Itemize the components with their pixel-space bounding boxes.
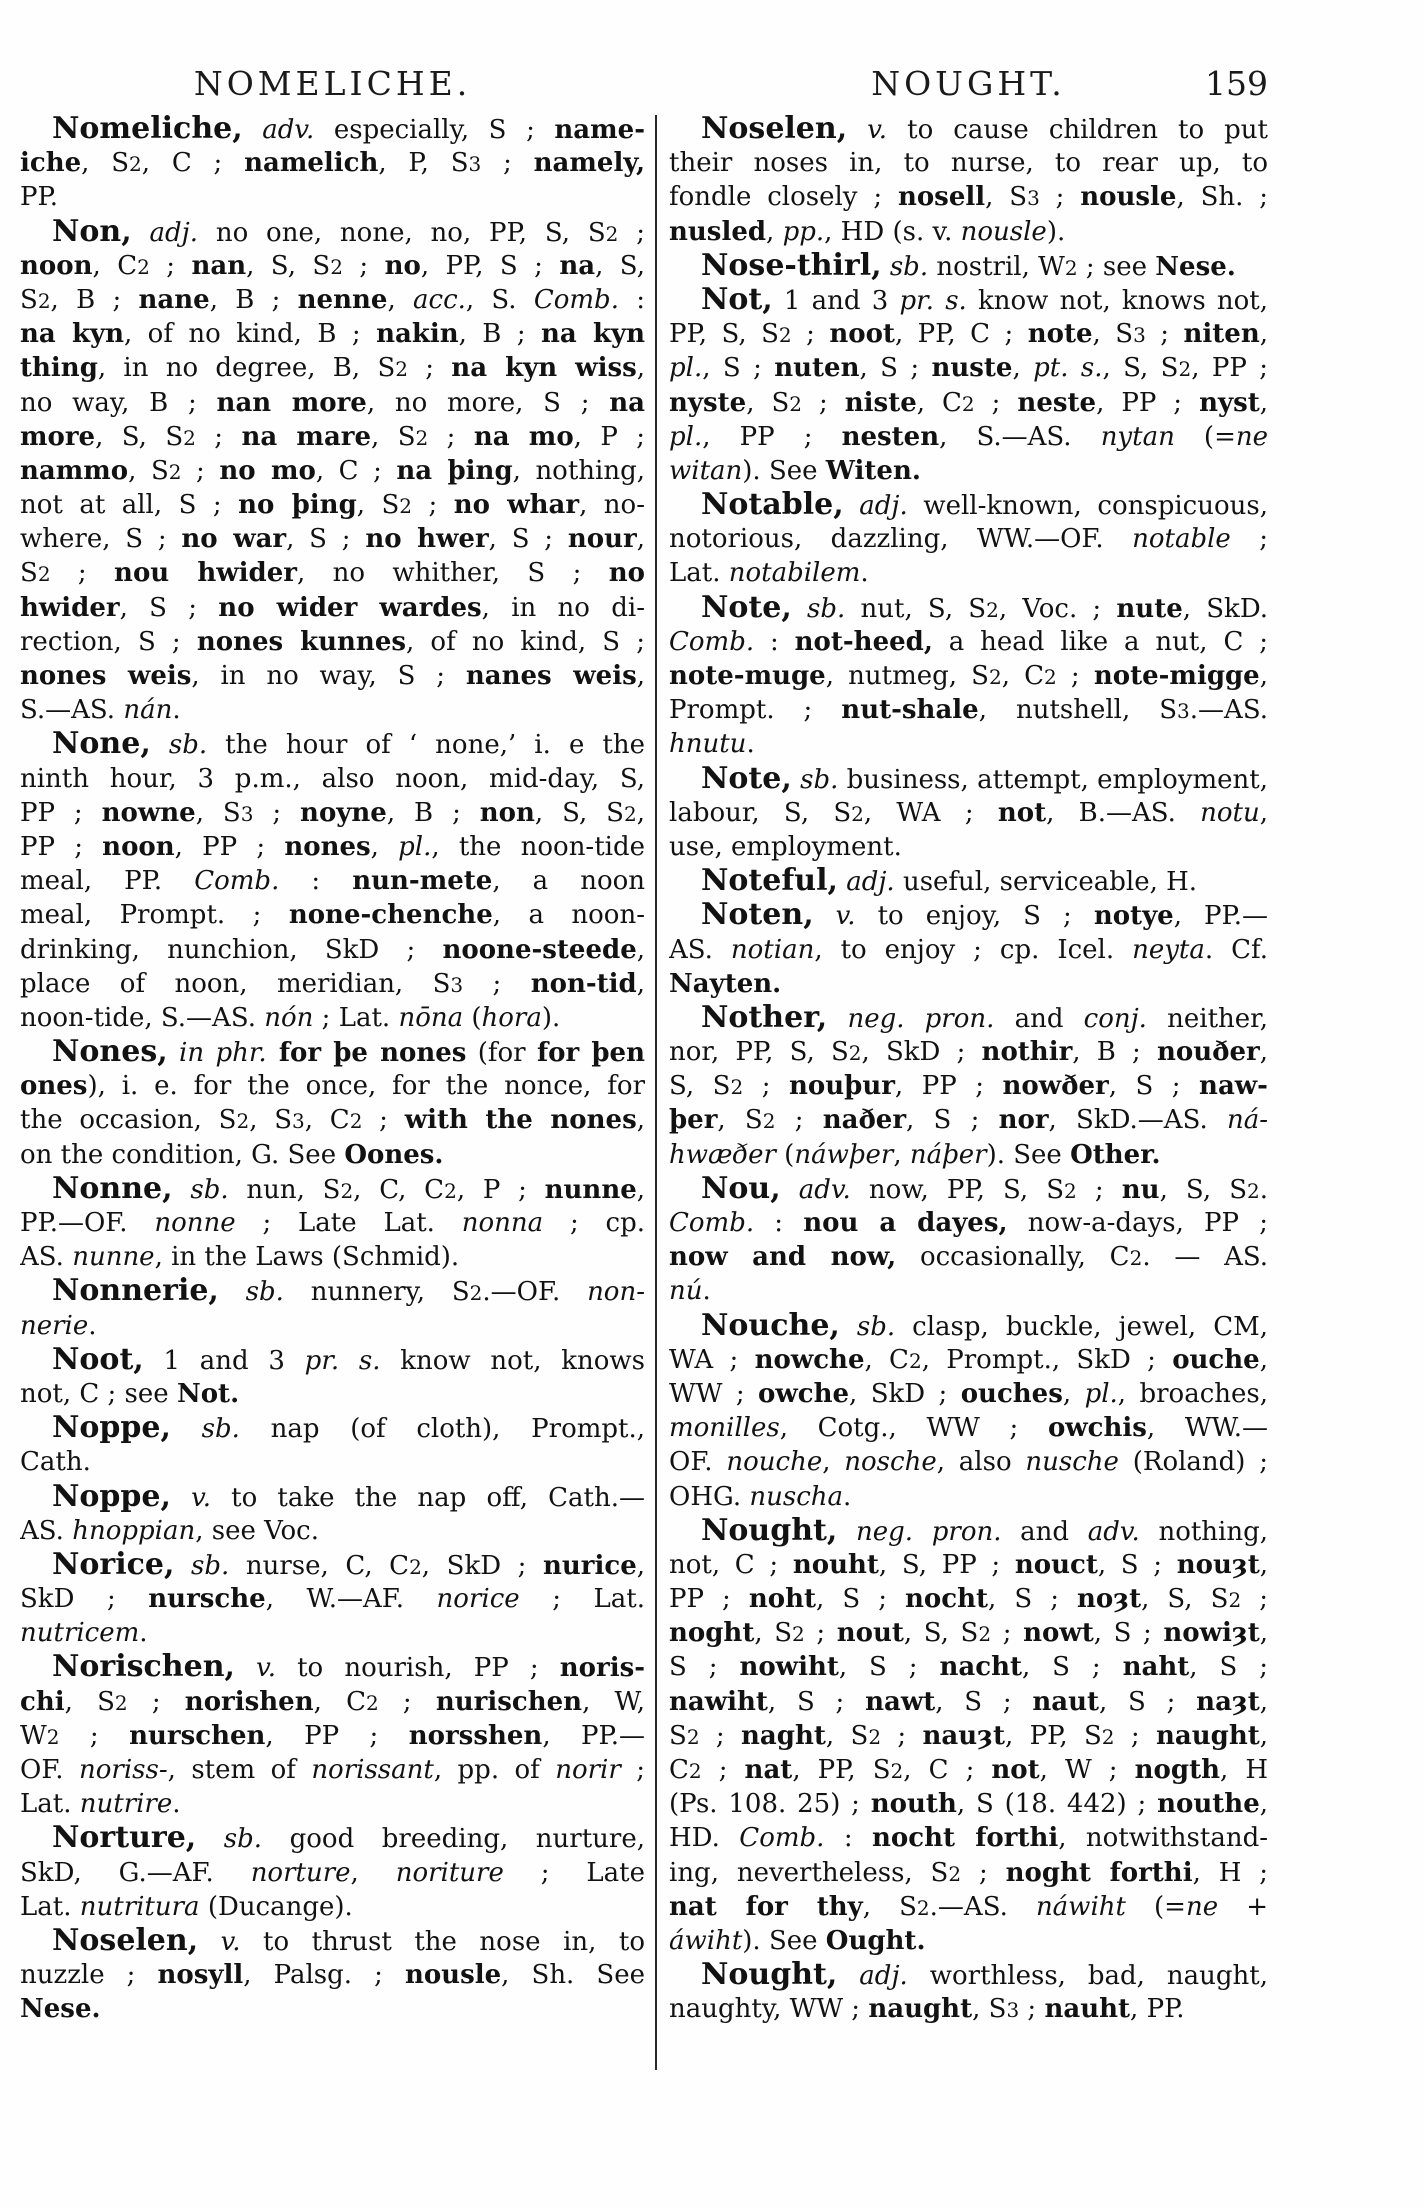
dictionary-line: on the condition, G. See Oones. (20, 1139, 444, 1170)
dictionary-line: PP ; noht, S ; nocht, S ; noȝt, S, S2 ; (669, 1584, 1268, 1615)
dictionary-line: S2, B ; nane, B ; nenne, acc., S. Comb. : (20, 284, 645, 315)
dictionary-line: Nones, in phr. for þe nones (for for þen (52, 1035, 645, 1070)
dictionary-line: nuzzle ; nosyll, Palsg. ; nousle, Sh. See (20, 1960, 645, 1991)
dictionary-line: monilles, Cotg., WW ; owchis, WW.— (669, 1413, 1268, 1444)
dictionary-line: nusled, pp., HD (s. v. nousle). (669, 216, 1066, 247)
dictionary-line: fondle closely ; nosell, S3 ; nousle, Sh. ; (669, 182, 1268, 213)
dictionary-line: S ; nowiht, S ; nacht, S ; naht, S ; (669, 1652, 1268, 1683)
dictionary-line: PP ; nowne, S3 ; noyne, B ; non, S, S2, (20, 797, 645, 828)
dictionary-line: OHG. nuscha. (669, 1481, 852, 1512)
dictionary-line: áwiht). See Ought. (669, 1925, 926, 1956)
dictionary-line: Notable, adj. well-known, conspicuous, (701, 488, 1268, 523)
dictionary-line: W2 ; nurschen, PP ; norsshen, PP.— (20, 1720, 645, 1751)
dictionary-line: now and now, occasionally, C2. — AS. (669, 1242, 1268, 1273)
dictionary-line: PP. (20, 182, 58, 213)
column-left (20, 112, 645, 2027)
dictionary-line: Nonnerie, sb. nunnery, S2.—OF. non- (52, 1274, 645, 1309)
dictionary-line: AS. nunne, in the Laws (Schmid). (20, 1242, 460, 1273)
dictionary-line: not, C ; nouht, S, PP ; nouct, S ; nouȝt, (669, 1549, 1268, 1580)
dictionary-line: PP, S, S2 ; noot, PP, C ; note, S3 ; niten, (669, 319, 1268, 350)
dictionary-line: Lat. nutrire. (20, 1789, 181, 1820)
running-head-right: NOUGHT. (871, 64, 1066, 103)
dictionary-line: nawiht, S ; nawt, S ; naut, S ; naȝt, (669, 1686, 1268, 1717)
dictionary-line: not at all, S ; no þing, S2 ; no whar, no- (20, 490, 645, 521)
dictionary-line: Norture, sb. good breeding, nurture, (52, 1821, 645, 1856)
dictionary-line: Nonne, sb. nun, S2, C, C2, P ; nunne, (52, 1171, 645, 1206)
dictionary-line: noght, S2 ; nout, S, S2 ; nowt, S ; nowiȝt, (669, 1618, 1268, 1649)
dictionary-line: Noselen, v. to cause children to put (701, 112, 1268, 146)
dictionary-line: PP.—OF. nonne ; Late Lat. nonna ; cp. (20, 1208, 645, 1238)
dictionary-line: nones weis, in no way, S ; nanes weis, (20, 661, 645, 691)
column-right (669, 112, 1268, 2027)
dictionary-line: Nouche, sb. clasp, buckle, jewel, CM, (701, 1308, 1268, 1343)
dictionary-line: WW ; owche, SkD ; ouches, pl., broaches, (669, 1378, 1268, 1409)
dictionary-line: hwæðer (náwþer, náþer). See Other. (669, 1139, 1161, 1170)
dictionary-line: AS. notian, to enjoy ; cp. Icel. neyta. Cf. (669, 934, 1268, 965)
dictionary-line: S2 ; nou hwider, no whither, S ; no (20, 558, 645, 589)
dictionary-line: Nomeliche, adv. especially, S ; name- (52, 112, 645, 146)
dictionary-line: PP ; noon, PP ; nones, pl., the noon-tide (20, 831, 645, 862)
dictionary-line: SkD ; nursche, W.—AF. norice ; Lat. (20, 1584, 645, 1615)
dictionary-line: Noteful, adj. useful, serviceable, H. (701, 864, 1198, 899)
dictionary-line: Noselen, v. to thrust the nose in, to (52, 1923, 645, 1958)
dictionary-line: ninth hour, 3 p.m., also noon, mid-day, S, (20, 763, 645, 794)
dictionary-line: chi, S2 ; norishen, C2 ; nurischen, W, (20, 1686, 645, 1717)
dictionary-line: WA ; nowche, C2, Prompt., SkD ; ouche, (669, 1344, 1268, 1375)
dictionary-line: labour, S, S2, WA ; not, B.—AS. notu, (669, 797, 1268, 828)
dictionary-line: meal, PP. Comb. : nun-mete, a noon (20, 866, 645, 897)
dictionary-line: HD. Comb. : nocht forthi, notwithstand- (669, 1823, 1268, 1854)
dictionary-line: Norischen, v. to nourish, PP ; noris- (52, 1650, 645, 1685)
dictionary-line: not, C ; see Not. (20, 1378, 240, 1409)
dictionary-line: Nose-thirl, sb. nostril, W2 ; see Nese. (701, 248, 1236, 283)
dictionary-line: ing, nevertheless, S2 ; noght forthi, H ; (669, 1857, 1268, 1888)
dictionary-line: S2 ; naght, S2 ; nauȝt, PP, S2 ; naught, (669, 1720, 1268, 1751)
dictionary-line: Not, 1 and 3 pr. s. know not, knows not, (701, 282, 1268, 317)
dictionary-line: drinking, nunchion, SkD ; noone-steede, (20, 934, 645, 965)
dictionary-line: Noten, v. to enjoy, S ; notye, PP.— (701, 898, 1268, 933)
dictionary-line: witan). See Witen. (669, 455, 921, 486)
dictionary-line: pl., S ; nuten, S ; nuste, pt. s., S, S2, PP ; (669, 353, 1268, 384)
dictionary-line: nat for thy, S2.—AS. náwiht (=ne + (669, 1891, 1268, 1922)
running-head-left: NOMELICHE. (193, 64, 472, 103)
dictionary-line: OF. nouche, nosche, also nusche (Roland) ; (669, 1447, 1268, 1478)
dictionary-line: Nou, adv. now, PP, S, S2 ; nu, S, S2. (701, 1171, 1268, 1206)
dictionary-line: Nese. (20, 1994, 101, 2025)
dictionary-line: nyste, S2 ; niste, C2 ; neste, PP ; nyst, (669, 387, 1268, 418)
dictionary-line: ones), i. e. for the once, for the nonce, for (20, 1071, 645, 1102)
dictionary-line: their noses in, to nurse, to rear up, to (669, 148, 1268, 179)
dictionary-line: hnutu. (669, 729, 755, 760)
dictionary-line: Comb. : nou a dayes, now-a-days, PP ; (669, 1208, 1268, 1238)
dictionary-line: Nought, adj. worthless, bad, naught, (701, 1958, 1268, 1993)
dictionary-line: Prompt. ; nut-shale, nutshell, S3.—AS. (669, 695, 1268, 726)
column-divider-rule (655, 115, 657, 2070)
dictionary-line: place of noon, meridian, S3 ; non-tid, (20, 968, 645, 999)
dictionary-line: nor, PP, S, S2, SkD ; nothir, B ; nouðer, (669, 1037, 1268, 1068)
dictionary-line: meal, Prompt. ; none-chenche, a noon- (20, 900, 645, 931)
dictionary-line: noon, C2 ; nan, S, S2 ; no, PP, S ; na, S, (20, 250, 645, 281)
dictionary-line: Norice, sb. nurse, C, C2, SkD ; nurice, (52, 1547, 645, 1582)
dictionary-line: where, S ; no war, S ; no hwer, S ; nour, (20, 524, 645, 555)
dictionary-line: þer, S2 ; naðer, S ; nor, SkD.—AS. ná- (669, 1105, 1268, 1136)
dictionary-line: None, sb. the hour of ‘ none,’ i. e the (52, 727, 645, 762)
dictionary-line: AS. hnoppian, see Voc. (20, 1515, 319, 1546)
dictionary-line: naughty, WW ; naught, S3 ; nauht, PP. (669, 1994, 1185, 2025)
dictionary-line: SkD, G.—AF. norture, noriture ; Late (20, 1857, 645, 1888)
dictionary-line: rection, S ; nones kunnes, of no kind, S ; (20, 626, 645, 657)
dictionary-line: no way, B ; nan more, no more, S ; na (20, 387, 645, 418)
dictionary-line: hwider, S ; no wider wardes, in no di- (20, 592, 645, 623)
dictionary-line: Nought, neg. pron. and adv. nothing, (701, 1513, 1268, 1548)
dictionary-line: Lat. notabilem. (669, 558, 869, 589)
dictionary-line: iche, S2, C ; namelich, P, S3 ; namely, (20, 148, 645, 179)
dictionary-line: S.—AS. nán. (20, 695, 181, 726)
dictionary-line: use, employment. (669, 831, 902, 862)
dictionary-line: noon-tide, S.—AS. nón ; Lat. nōna (hora). (20, 1002, 561, 1033)
dictionary-line: more, S, S2 ; na mare, S2 ; na mo, P ; (20, 421, 645, 452)
dictionary-line: nammo, S2 ; no mo, C ; na þing, nothing, (20, 455, 645, 486)
dictionary-line: Nother, neg. pron. and conj. neither, (701, 1000, 1268, 1035)
dictionary-line: (Ps. 108. 25) ; nouth, S (18. 442) ; nouthe, (669, 1789, 1268, 1820)
dictionary-line: OF. noriss-, stem of norissant, pp. of norir ; (20, 1755, 645, 1785)
dictionary-line: Note, sb. nut, S, S2, Voc. ; nute, SkD. (701, 590, 1268, 625)
dictionary-line: Note, sb. business, attempt, employment, (701, 761, 1268, 796)
dictionary-line: Cath. (20, 1447, 91, 1478)
dictionary-line: C2 ; nat, PP, S2, C ; not, W ; nogth, H (669, 1755, 1268, 1785)
dictionary-line: Nayten. (669, 968, 782, 999)
dictionary-line: nerie. (20, 1310, 97, 1341)
dictionary-line: Non, adj. no one, none, no, PP, S, S2 ; (52, 214, 645, 249)
dictionary-line: Lat. nutritura (Ducange). (20, 1891, 353, 1922)
dictionary-line: nutricem. (20, 1618, 148, 1649)
page-number: 159 (1205, 64, 1268, 103)
dictionary-line: notorious, dazzling, WW.—OF. notable ; (669, 524, 1268, 555)
dictionary-line: thing, in no degree, B, S2 ; na kyn wiss, (20, 353, 645, 384)
dictionary-line: pl., PP ; nesten, S.—AS. nytan (=ne (669, 421, 1268, 452)
dictionary-line: na kyn, of no kind, B ; nakin, B ; na kyn (20, 319, 645, 350)
dictionary-line: nú. (669, 1276, 711, 1307)
dictionary-line: Noot, 1 and 3 pr. s. know not, knows (52, 1342, 645, 1377)
dictionary-line: note-muge, nutmeg, S2, C2 ; note-migge, (669, 661, 1268, 691)
dictionary-line: Noppe, v. to take the nap off, Cath.— (52, 1479, 645, 1514)
dictionary-line: Noppe, sb. nap (of cloth), Prompt., (52, 1411, 645, 1446)
dictionary-line: Comb. : not-heed, a head like a nut, C ; (669, 626, 1268, 657)
dictionary-line: S, S2 ; nouþur, PP ; nowðer, S ; naw- (669, 1071, 1268, 1102)
dictionary-line: the occasion, S2, S3, C2 ; with the nones, (20, 1105, 645, 1136)
